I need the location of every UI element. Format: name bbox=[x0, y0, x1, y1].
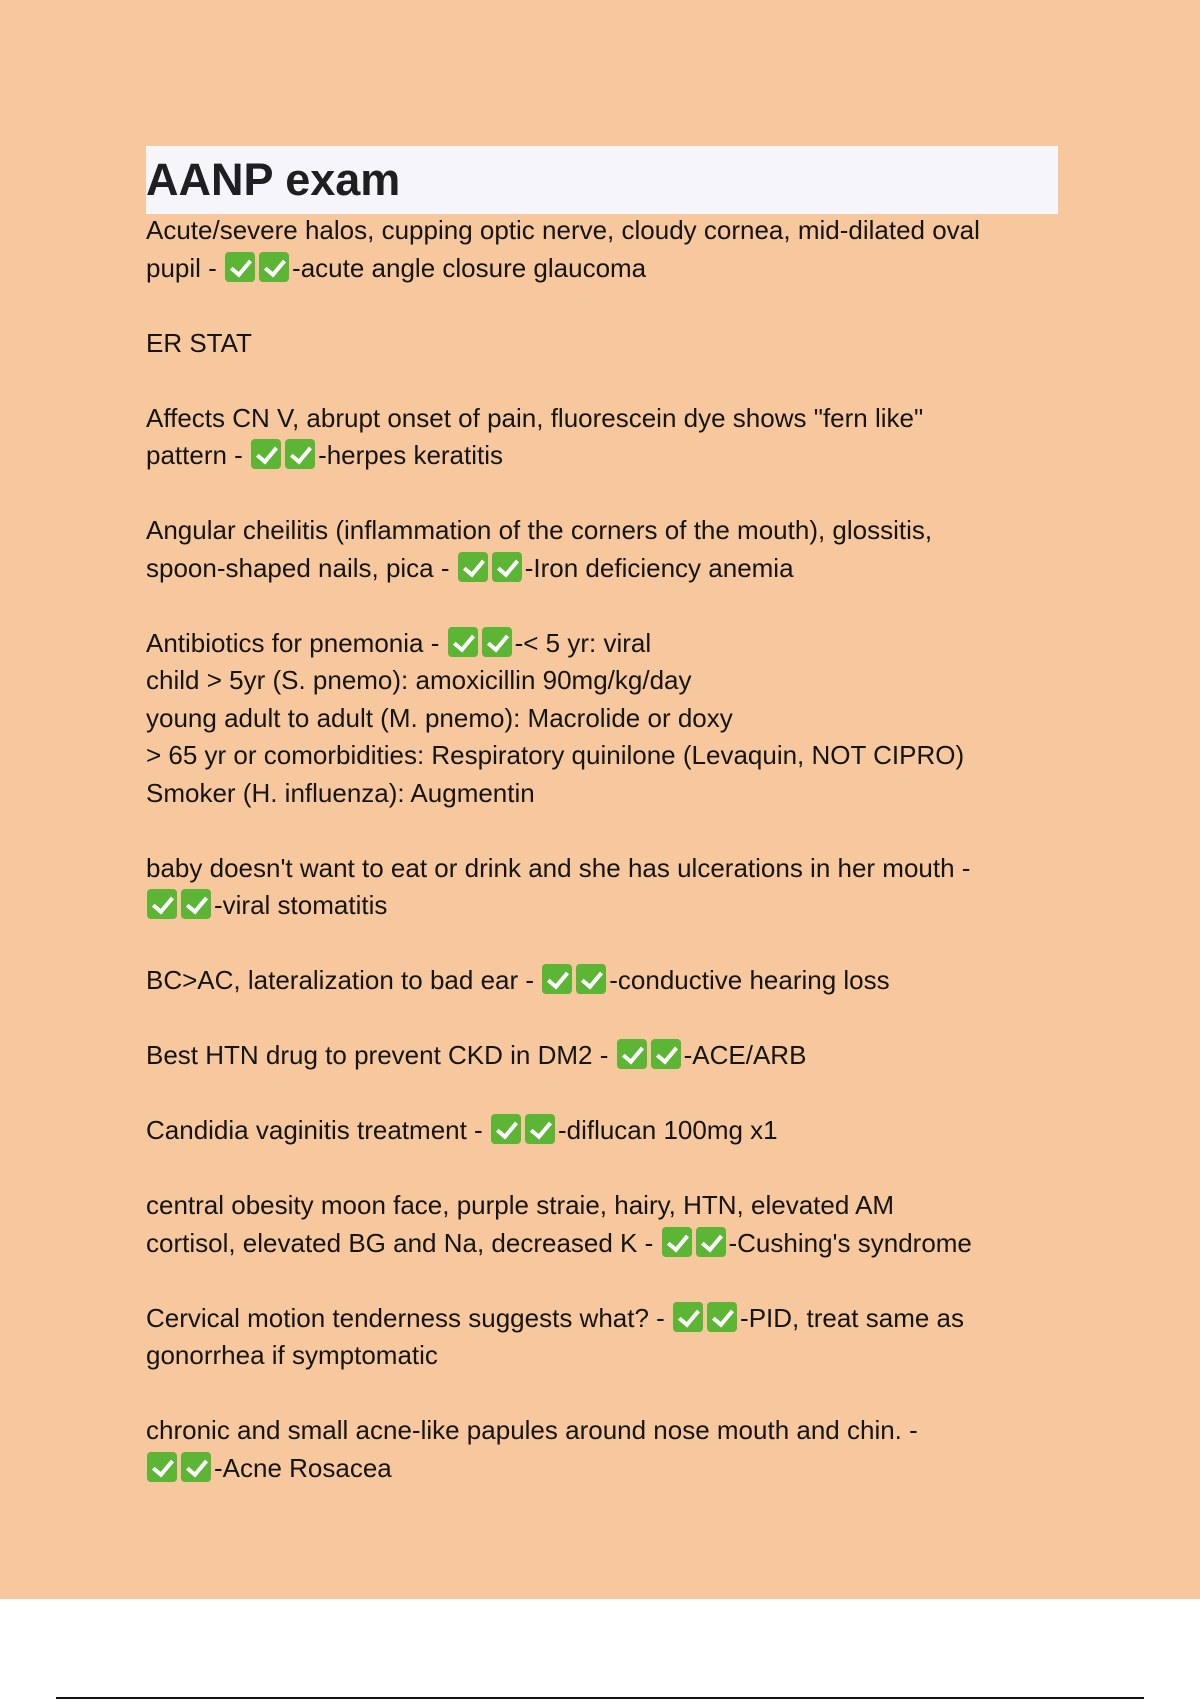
question-text: Angular cheilitis (inflammation of the corners of the mouth), glossitis, bbox=[146, 515, 933, 545]
qa-line bbox=[146, 550, 1086, 588]
answer-text: young adult to adult (M. pnemo): Macrolide or doxy bbox=[146, 702, 733, 733]
qa-line bbox=[146, 625, 1086, 663]
check-mark-icon bbox=[225, 252, 255, 282]
check-mark-icon bbox=[492, 552, 522, 582]
check-mark-icon bbox=[651, 1039, 681, 1069]
check-mark-icon bbox=[576, 964, 606, 994]
question-text: Antibiotics for pnemonia - bbox=[146, 627, 447, 658]
qa-entry bbox=[146, 1300, 1086, 1375]
check-mark-icon bbox=[491, 1114, 521, 1144]
answer-text bbox=[146, 287, 1086, 325]
answer-text: -Cushing's syndrome bbox=[728, 1227, 972, 1258]
qa-line bbox=[146, 962, 1086, 1000]
qa-line bbox=[146, 1300, 1086, 1338]
qa-line bbox=[146, 1225, 1086, 1263]
check-mark-icon bbox=[181, 1452, 211, 1482]
question-text: cortisol, elevated BG and Na, decreased K - bbox=[146, 1227, 661, 1258]
answer-text: -diflucan 100mg x1 bbox=[557, 1115, 778, 1145]
qa-entry bbox=[146, 1037, 1086, 1075]
check-mark-icon bbox=[525, 1114, 555, 1144]
qa-entry bbox=[146, 212, 1086, 362]
answer-text: Smoker (H. influenza): Augmentin bbox=[146, 777, 535, 808]
qa-entry bbox=[146, 850, 1086, 925]
footer-divider bbox=[56, 1697, 1144, 1699]
question-text: central obesity moon face, purple straie, hairy, HTN, elevated AM bbox=[146, 1190, 895, 1220]
page-title: AANP exam bbox=[146, 154, 401, 205]
qa-line bbox=[146, 1112, 1086, 1150]
qa-entry bbox=[146, 1112, 1086, 1150]
answer-text: > 65 yr or comorbidities: Respiratory quinilone (Levaquin, NOT CIPRO) bbox=[146, 740, 965, 770]
check-mark-icon bbox=[251, 439, 281, 469]
question-text: Cervical motion tenderness suggests what? - bbox=[146, 1302, 673, 1333]
check-mark-icon bbox=[673, 1302, 703, 1332]
question-text: BC>AC, lateralization to bad ear - bbox=[146, 965, 542, 995]
answer-text: child > 5yr (S. pnemo): amoxicillin 90mg/kg/day bbox=[146, 665, 692, 695]
qa-entry bbox=[146, 962, 1086, 1000]
qa-entry bbox=[146, 1412, 1086, 1487]
qa-line bbox=[146, 250, 1086, 288]
question-text: pupil - bbox=[146, 252, 225, 283]
answer-text: gonorrhea if symptomatic bbox=[146, 1340, 438, 1370]
question-text: chronic and small acne-like papules around nose mouth and chin. - bbox=[146, 1415, 918, 1445]
check-mark-icon bbox=[696, 1227, 726, 1257]
qa-entry bbox=[146, 1187, 1086, 1262]
check-mark-icon bbox=[285, 439, 315, 469]
qa-entry bbox=[146, 400, 1086, 475]
answer-text: -acute angle closure glaucoma bbox=[292, 252, 647, 283]
qa-line bbox=[146, 437, 1086, 475]
answer-text: -PID, treat same as bbox=[740, 1302, 964, 1333]
check-mark-icon bbox=[181, 889, 211, 919]
question-text: spoon-shaped nails, pica - bbox=[146, 552, 457, 583]
qa-line bbox=[146, 1037, 1086, 1075]
check-mark-icon bbox=[147, 1452, 177, 1482]
question-text: Best HTN drug to prevent CKD in DM2 - bbox=[146, 1040, 616, 1070]
check-mark-icon bbox=[617, 1039, 647, 1069]
answer-text: -Acne Rosacea bbox=[214, 1452, 392, 1483]
check-mark-icon bbox=[707, 1302, 737, 1332]
qa-list bbox=[146, 212, 1086, 1525]
qa-entry bbox=[146, 512, 1086, 587]
check-mark-icon bbox=[662, 1227, 692, 1257]
answer-text: ER STAT bbox=[146, 327, 252, 358]
question-text: Candidia vaginitis treatment - bbox=[146, 1115, 490, 1145]
question-text: baby doesn't want to eat or drink and she has ulcerations in her mouth - bbox=[146, 852, 971, 883]
qa-line bbox=[146, 887, 1086, 925]
check-mark-icon bbox=[147, 889, 177, 919]
check-mark-icon bbox=[458, 552, 488, 582]
check-mark-icon bbox=[542, 964, 572, 994]
check-mark-icon bbox=[482, 627, 512, 657]
answer-text: -ACE/ARB bbox=[683, 1040, 807, 1070]
answer-text: -Iron deficiency anemia bbox=[524, 552, 794, 583]
qa-line bbox=[146, 1450, 1086, 1488]
question-text: pattern - bbox=[146, 440, 251, 470]
qa-entry bbox=[146, 625, 1086, 813]
check-mark-icon bbox=[259, 252, 289, 282]
question-text: Acute/severe halos, cupping optic nerve, cloudy cornea, mid-dilated oval bbox=[146, 215, 980, 245]
answer-text: -conductive hearing loss bbox=[609, 965, 890, 995]
answer-text: -herpes keratitis bbox=[318, 440, 504, 470]
question-text: Affects CN V, abrupt onset of pain, fluorescein dye shows "fern like" bbox=[146, 402, 924, 433]
check-mark-icon bbox=[448, 627, 478, 657]
answer-text: -< 5 yr: viral bbox=[514, 627, 652, 658]
answer-text: -viral stomatitis bbox=[214, 890, 388, 920]
